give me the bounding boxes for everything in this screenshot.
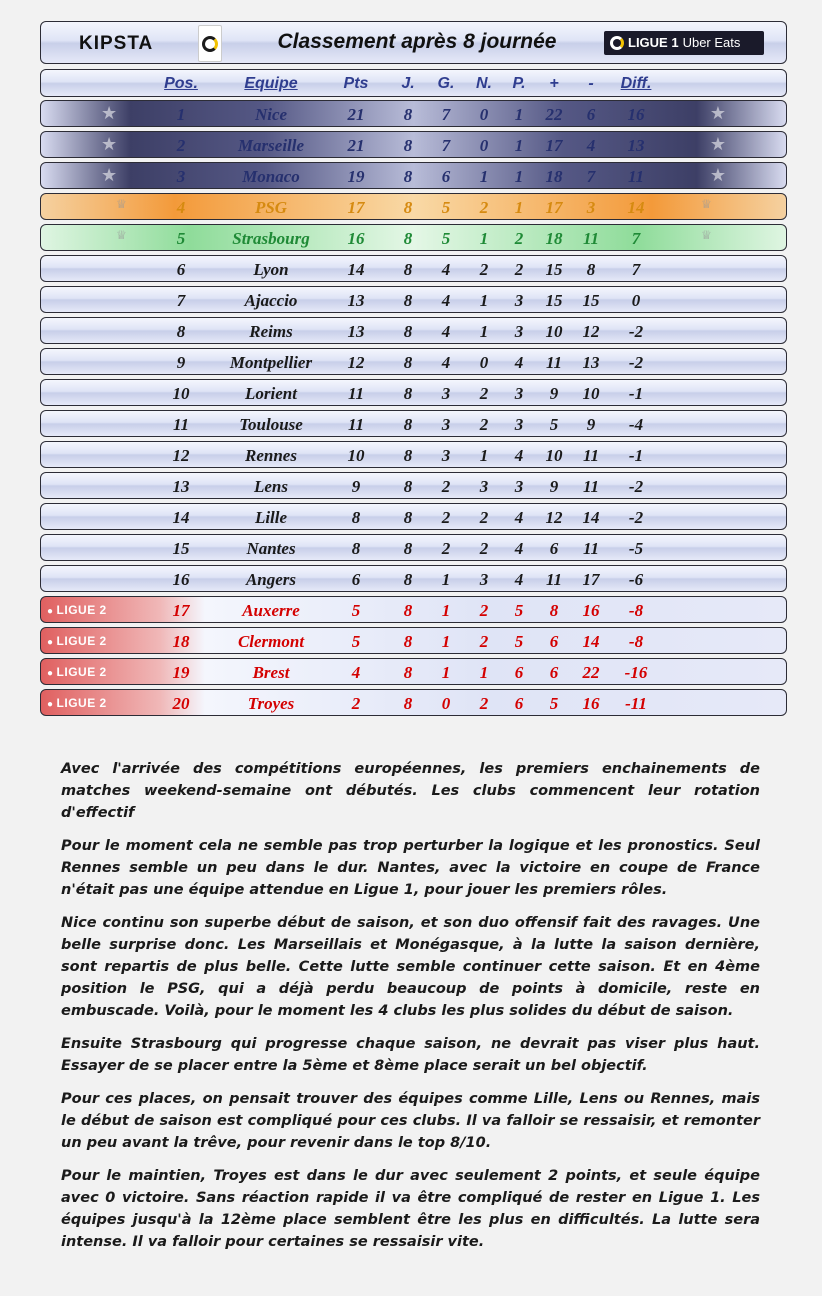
europe-trophy-icon: ♕	[116, 197, 127, 211]
europe-trophy-icon: ♕	[701, 228, 712, 242]
row-goals-for: 6	[549, 663, 559, 682]
row-pts: 6	[351, 570, 361, 589]
table-row	[40, 224, 787, 251]
row-drawn: 0	[479, 136, 489, 155]
row-goals-against: 13	[582, 353, 600, 372]
row-diff: 7	[631, 229, 641, 248]
row-pos: 2	[176, 136, 186, 155]
row-pos: 3	[176, 167, 186, 186]
row-diff: -1	[628, 446, 644, 465]
header-pts: Pts	[343, 75, 369, 92]
row-drawn: 1	[479, 322, 489, 341]
row-drawn: 2	[479, 415, 489, 434]
row-drawn: 3	[479, 477, 489, 496]
champions-league-star-icon: ★	[101, 103, 118, 123]
row-won: 0	[441, 694, 451, 713]
row-goals-against: 4	[586, 136, 596, 155]
row-lost: 1	[514, 198, 524, 217]
row-diff: -8	[628, 601, 644, 620]
row-pts: 21	[347, 136, 365, 155]
row-team: Nice	[254, 105, 288, 124]
paragraph: Ensuite Strasbourg qui progresse chaque saison, ne devrait pas viser plus haut. Essayer de se placer entre la 5ème et 8ème place serait un bel objectif.	[61, 1036, 760, 1074]
row-played: 8	[403, 384, 413, 403]
row-lost: 4	[514, 353, 524, 372]
row-won: 4	[441, 291, 451, 310]
row-goals-for: 9	[549, 477, 559, 496]
champions-league-star-icon: ★	[101, 165, 118, 185]
row-pts: 4	[351, 663, 361, 682]
row-won: 1	[441, 663, 451, 682]
row-won: 2	[441, 539, 451, 558]
row-played: 8	[403, 632, 413, 651]
row-played: 8	[403, 477, 413, 496]
header-lost: P.	[512, 75, 526, 92]
row-goals-for: 18	[545, 167, 563, 186]
row-pts: 2	[351, 694, 361, 713]
row-diff: 7	[631, 260, 641, 279]
row-lost: 3	[514, 415, 524, 434]
row-goals-against: 15	[582, 291, 600, 310]
row-goals-against: 3	[586, 198, 596, 217]
row-won: 3	[441, 446, 451, 465]
row-pts: 12	[347, 353, 365, 372]
row-pos: 18	[172, 632, 190, 651]
row-won: 2	[441, 508, 451, 527]
row-diff: -5	[628, 539, 644, 558]
row-pos: 17	[172, 601, 190, 620]
europe-trophy-icon: ♕	[701, 197, 712, 211]
row-drawn: 2	[479, 508, 489, 527]
row-diff: -2	[628, 353, 644, 372]
header-pos: Pos.	[164, 75, 198, 92]
champions-league-star-icon: ★	[709, 103, 726, 123]
table-row	[40, 100, 787, 127]
row-pts: 19	[347, 167, 365, 186]
row-team: Brest	[252, 663, 290, 682]
row-goals-for: 6	[549, 539, 559, 558]
row-diff: -2	[628, 322, 644, 341]
row-drawn: 0	[479, 105, 489, 124]
row-team: Montpellier	[229, 353, 313, 372]
row-lost: 3	[514, 291, 524, 310]
row-played: 8	[403, 291, 413, 310]
row-diff: -6	[628, 570, 644, 589]
header-goals-against: -	[588, 75, 594, 92]
row-pts: 13	[347, 291, 365, 310]
table-row	[40, 162, 787, 189]
row-goals-against: 11	[582, 539, 600, 558]
row-diff: -2	[628, 477, 644, 496]
ligue2-badge: ● LIGUE 2	[47, 634, 107, 648]
row-played: 8	[403, 136, 413, 155]
ligue2-badge: ● LIGUE 2	[47, 665, 107, 679]
row-pos: 13	[172, 477, 190, 496]
row-goals-for: 5	[549, 415, 559, 434]
row-pts: 14	[347, 260, 365, 279]
article-text	[61, 758, 760, 1264]
row-goals-against: 9	[586, 415, 596, 434]
row-goals-against: 16	[582, 694, 600, 713]
paragraph: Pour ces places, on pensait trouver des équipes comme Lille, Lens ou Rennes, mais le début de saison est compliqué pour ces clubs. Il va falloir se ressaisir, et remonter un peu avant la trêve, pour revenir dans le top 8/10.	[61, 1091, 760, 1151]
paragraph: Avec l'arrivée des compétitions européennes, les premiers enchainements de matches weekend-semaine ont débutés. Les clubs commencent leur rotation d'effectif	[61, 761, 760, 821]
row-lost: 3	[514, 477, 524, 496]
row-lost: 1	[514, 136, 524, 155]
row-played: 8	[403, 322, 413, 341]
row-goals-for: 17	[545, 136, 563, 155]
row-team: Lille	[254, 508, 288, 527]
row-played: 8	[403, 229, 413, 248]
row-drawn: 1	[479, 229, 489, 248]
kipsta-logo: KIPSTA	[79, 33, 154, 54]
header-won: G.	[437, 75, 455, 92]
row-team: Lens	[254, 477, 288, 496]
row-goals-against: 16	[582, 601, 600, 620]
row-goals-for: 18	[545, 229, 563, 248]
ligue1-logo-icon	[198, 25, 222, 62]
row-won: 1	[441, 570, 451, 589]
row-team: Ajaccio	[244, 291, 298, 310]
row-goals-for: 8	[549, 601, 559, 620]
row-pos: 1	[176, 105, 186, 124]
row-team: Strasbourg	[232, 229, 310, 248]
ligue2-badge: ● LIGUE 2	[47, 696, 107, 710]
row-pos: 9	[176, 353, 186, 372]
table-row	[40, 348, 787, 375]
row-diff: 14	[627, 198, 645, 217]
table-row	[40, 410, 787, 437]
row-pts: 16	[347, 229, 365, 248]
header-drawn: N.	[476, 75, 492, 92]
row-pos: 19	[172, 663, 190, 682]
row-drawn: 1	[479, 167, 489, 186]
row-goals-for: 10	[545, 322, 563, 341]
row-pos: 20	[172, 694, 190, 713]
row-drawn: 0	[479, 353, 489, 372]
row-won: 1	[441, 632, 451, 651]
row-goals-against: 14	[582, 632, 600, 651]
header-diff: Diff.	[620, 75, 652, 92]
row-played: 8	[403, 167, 413, 186]
row-drawn: 2	[479, 539, 489, 558]
row-pts: 8	[351, 508, 361, 527]
row-diff: 0	[631, 291, 641, 310]
row-played: 8	[403, 260, 413, 279]
row-team: Reims	[249, 322, 293, 341]
row-drawn: 1	[479, 291, 489, 310]
row-goals-against: 11	[582, 477, 600, 496]
row-diff: 11	[627, 167, 645, 186]
row-diff: -8	[628, 632, 644, 651]
row-lost: 5	[514, 601, 524, 620]
row-played: 8	[403, 415, 413, 434]
row-played: 8	[403, 353, 413, 372]
row-team: Nantes	[246, 539, 296, 558]
row-goals-for: 22	[545, 105, 563, 124]
row-pos: 7	[176, 291, 186, 310]
table-row	[40, 658, 787, 685]
header-team: Equipe	[244, 75, 298, 92]
row-drawn: 3	[479, 570, 489, 589]
paragraph: Pour le moment cela ne semble pas trop perturber la logique et les pronostics. Seul Rennes semble un peu dans le dur. Nantes, avec la victoire en coupe de France n'était pas une équipe attendue en Ligue 1, pour jouer les premiers rôles.	[61, 838, 760, 898]
row-drawn: 2	[479, 198, 489, 217]
row-pos: 6	[176, 260, 186, 279]
table-row	[40, 534, 787, 561]
row-played: 8	[403, 570, 413, 589]
row-lost: 5	[514, 632, 524, 651]
row-goals-for: 9	[549, 384, 559, 403]
row-goals-against: 8	[586, 260, 596, 279]
row-pts: 11	[347, 384, 365, 403]
row-lost: 6	[514, 663, 524, 682]
row-played: 8	[403, 508, 413, 527]
table-row	[40, 255, 787, 282]
row-team: Auxerre	[242, 601, 300, 620]
row-team: Lorient	[245, 384, 297, 403]
row-lost: 3	[514, 322, 524, 341]
row-team: Rennes	[245, 446, 297, 465]
row-diff: 13	[627, 136, 645, 155]
row-drawn: 1	[479, 446, 489, 465]
row-goals-for: 15	[545, 291, 563, 310]
paragraph: Pour le maintien, Troyes est dans le dur avec seulement 2 points, et seule équipe avec 0 victoire. Sans réaction rapide il va être compliqué de rester en Ligue 1. Les équipes jusqu'à la 12ème place semblent être les plus en difficultés. La lutte sera intense. Il va falloir pour certaines se ressaisir vite.	[61, 1168, 760, 1250]
row-pts: 10	[347, 446, 365, 465]
row-goals-for: 5	[549, 694, 559, 713]
row-goals-against: 6	[586, 105, 596, 124]
row-diff: 16	[627, 105, 645, 124]
row-won: 3	[441, 415, 451, 434]
row-won: 4	[441, 260, 451, 279]
champions-league-star-icon: ★	[101, 134, 118, 154]
row-lost: 1	[514, 167, 524, 186]
row-played: 8	[403, 663, 413, 682]
row-diff: -16	[624, 663, 648, 682]
row-goals-for: 6	[549, 632, 559, 651]
header-goals-for: +	[549, 75, 559, 92]
ligue2-badge: ● LIGUE 2	[47, 603, 107, 617]
row-drawn: 2	[479, 694, 489, 713]
row-goals-for: 11	[545, 353, 563, 372]
row-drawn: 2	[479, 260, 489, 279]
paragraph: Nice continu son superbe début de saison, et son duo offensif fait des ravages. Une belle surprise donc. Les Marseillais et Monégasque, à la lutte la saison dernière, sont repartis de plus belle. Cette lutte semble continuer cette saison. Et en 4ème position le PSG, qui a déjà perdu beaucoup de points à domicile, reste en embuscade. Voilà, pour le moment les 4 clubs les plus solides du début de saison.	[61, 915, 760, 1019]
row-pts: 17	[347, 198, 365, 217]
row-drawn: 2	[479, 384, 489, 403]
table-row	[40, 472, 787, 499]
table-row	[40, 627, 787, 654]
row-team: PSG	[254, 198, 288, 217]
row-lost: 4	[514, 539, 524, 558]
table-row	[40, 503, 787, 530]
row-goals-against: 22	[582, 663, 600, 682]
row-won: 6	[441, 167, 451, 186]
row-lost: 4	[514, 570, 524, 589]
row-diff: -11	[625, 694, 647, 713]
row-goals-against: 7	[586, 167, 596, 186]
row-pos: 11	[172, 415, 190, 434]
row-played: 8	[403, 539, 413, 558]
row-goals-for: 11	[545, 570, 563, 589]
table-row	[40, 379, 787, 406]
row-pos: 4	[176, 198, 186, 217]
row-won: 3	[441, 384, 451, 403]
row-played: 8	[403, 446, 413, 465]
row-pts: 5	[351, 601, 361, 620]
row-lost: 3	[514, 384, 524, 403]
row-pos: 14	[172, 508, 190, 527]
row-won: 5	[441, 198, 451, 217]
row-goals-against: 14	[582, 508, 600, 527]
row-goals-for: 10	[545, 446, 563, 465]
table-row	[40, 596, 787, 623]
row-team: Troyes	[247, 694, 295, 713]
row-goals-for: 17	[545, 198, 563, 217]
sponsor-logo: LIGUE 1 Uber Eats	[604, 31, 764, 55]
row-goals-against: 11	[582, 229, 600, 248]
row-played: 8	[403, 105, 413, 124]
row-drawn: 2	[479, 632, 489, 651]
europe-trophy-icon: ♕	[116, 228, 127, 242]
title-bar	[40, 21, 787, 64]
row-pts: 21	[347, 105, 365, 124]
row-played: 8	[403, 694, 413, 713]
row-played: 8	[403, 198, 413, 217]
row-goals-against: 12	[582, 322, 600, 341]
row-pos: 15	[172, 539, 190, 558]
row-won: 4	[441, 353, 451, 372]
row-pts: 11	[347, 415, 365, 434]
champions-league-star-icon: ★	[709, 165, 726, 185]
row-goals-against: 10	[582, 384, 600, 403]
row-played: 8	[403, 601, 413, 620]
row-lost: 1	[514, 105, 524, 124]
page-title: Classement après 8 journée	[277, 30, 557, 53]
row-pos: 16	[172, 570, 190, 589]
row-team: Clermont	[237, 632, 305, 651]
row-won: 5	[441, 229, 451, 248]
row-team: Angers	[245, 570, 297, 589]
champions-league-star-icon: ★	[709, 134, 726, 154]
table-header	[40, 69, 787, 97]
header-played: J.	[401, 75, 415, 92]
row-pos: 8	[176, 322, 186, 341]
row-lost: 6	[514, 694, 524, 713]
row-goals-against: 11	[582, 446, 600, 465]
row-pts: 9	[351, 477, 361, 496]
row-won: 2	[441, 477, 451, 496]
row-goals-for: 12	[545, 508, 563, 527]
row-lost: 4	[514, 446, 524, 465]
row-won: 7	[441, 105, 451, 124]
row-team: Toulouse	[239, 415, 303, 434]
row-pos: 5	[176, 229, 186, 248]
row-diff: -4	[628, 415, 644, 434]
row-lost: 2	[514, 229, 524, 248]
row-lost: 4	[514, 508, 524, 527]
row-team: Lyon	[253, 260, 289, 279]
row-goals-against: 17	[582, 570, 600, 589]
row-pos: 12	[172, 446, 190, 465]
row-diff: -2	[628, 508, 644, 527]
row-pts: 5	[351, 632, 361, 651]
table-row	[40, 286, 787, 313]
table-row	[40, 193, 787, 220]
table-row	[40, 131, 787, 158]
row-team: Monaco	[242, 167, 300, 186]
row-pos: 10	[172, 384, 190, 403]
row-team: Marseille	[237, 136, 305, 155]
table-row	[40, 689, 787, 716]
row-won: 1	[441, 601, 451, 620]
row-drawn: 2	[479, 601, 489, 620]
row-won: 7	[441, 136, 451, 155]
row-lost: 2	[514, 260, 524, 279]
table-row	[40, 565, 787, 592]
row-drawn: 1	[479, 663, 489, 682]
row-goals-for: 15	[545, 260, 563, 279]
row-won: 4	[441, 322, 451, 341]
row-pts: 13	[347, 322, 365, 341]
row-pts: 8	[351, 539, 361, 558]
table-row	[40, 441, 787, 468]
row-diff: -1	[628, 384, 644, 403]
table-row	[40, 317, 787, 344]
